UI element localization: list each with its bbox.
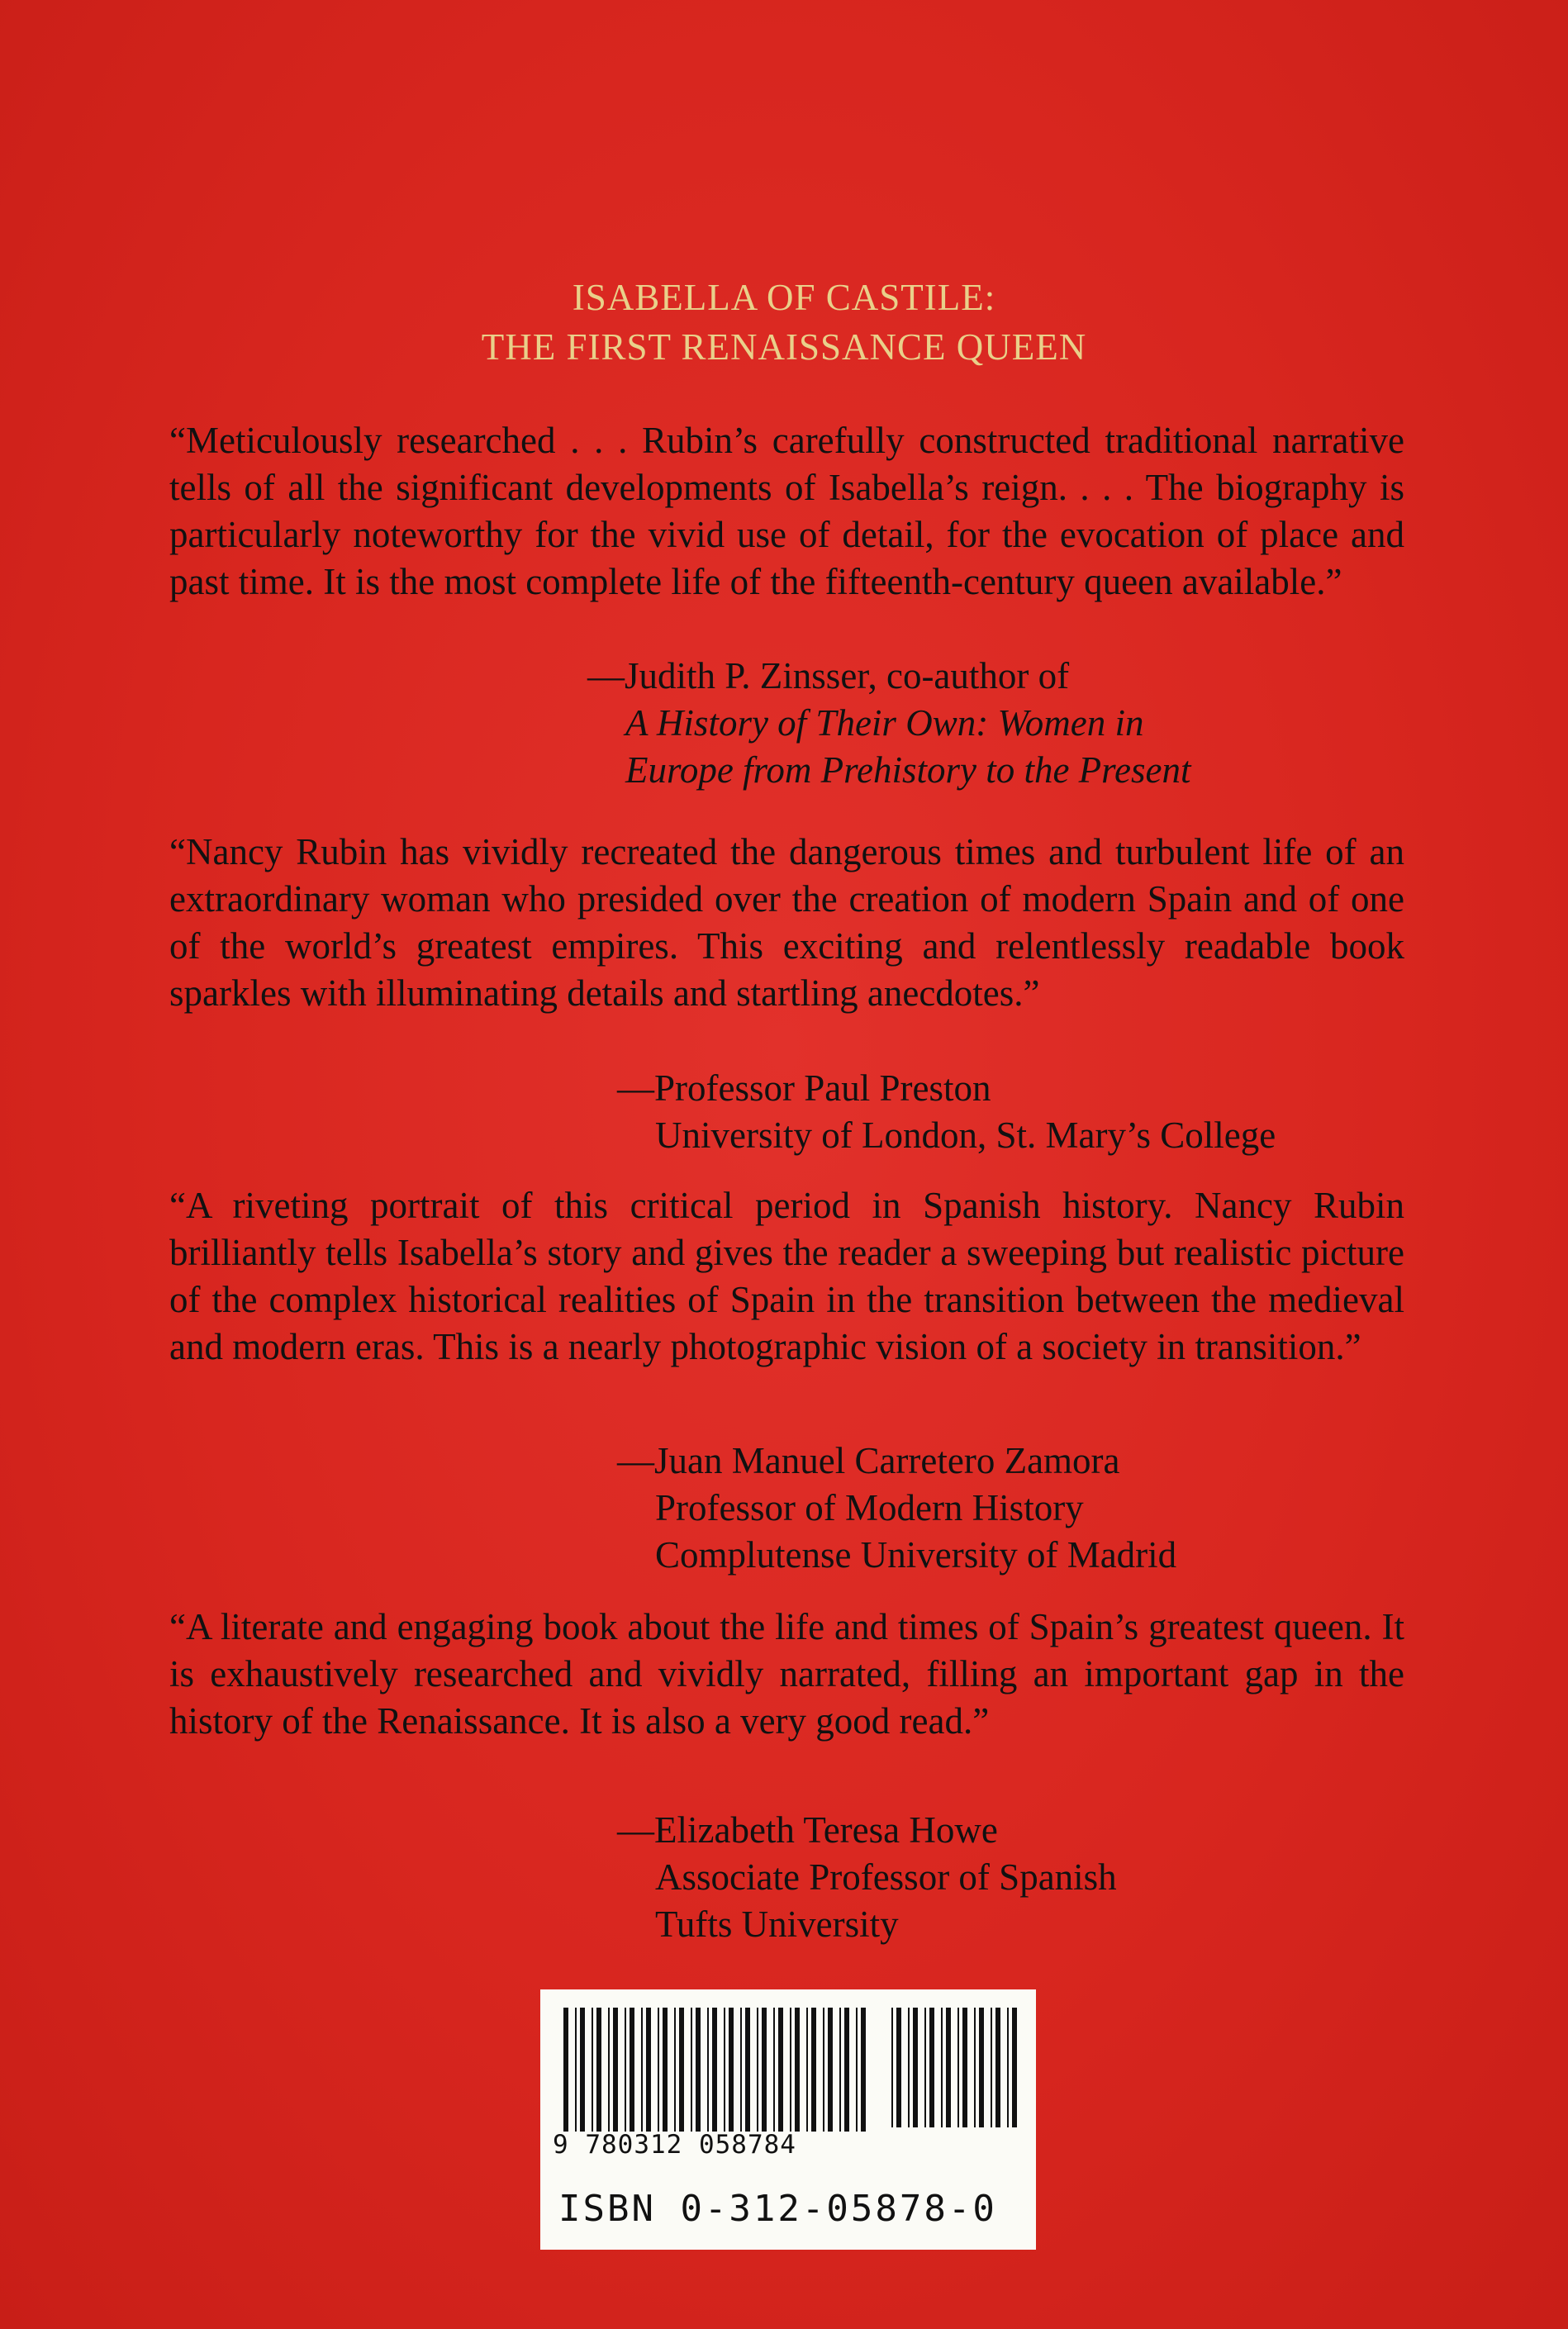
- quote-3-position: Professor of Modern History: [655, 1487, 1084, 1528]
- barcode-bar: [608, 2008, 610, 2132]
- title-line-1: ISABELLA OF CASTILE:: [572, 277, 996, 318]
- barcode-bar: [625, 2008, 626, 2132]
- barcode-bar: [563, 2008, 568, 2132]
- title-line-2: THE FIRST RENAISSANCE QUEEN: [481, 326, 1087, 368]
- quote-4-position: Associate Professor of Spanish: [655, 1856, 1117, 1898]
- barcode-bar: [762, 2008, 767, 2132]
- barcode-bar: [658, 2008, 659, 2132]
- barcode-bar: [946, 2008, 951, 2127]
- barcode-bar: [991, 2008, 992, 2127]
- barcode-bar: [691, 2008, 692, 2132]
- barcode-bar: [891, 2008, 893, 2127]
- quote-3-text: “A riveting portrait of this critical period in Spanish history. Nancy Rubin brilliantly tells Isabella’s story and gives the reader a sweeping but realistic picture of the complex historical realities of Spain in the transition between the medieval and modern eras. This is a nearly photographic vision of a society in transition.”: [169, 1185, 1404, 1367]
- barcode-bar: [596, 2008, 601, 2132]
- barcode-bar: [1007, 2008, 1009, 2127]
- quote-3-author: —Juan Manuel Carretero Zamora: [617, 1440, 1120, 1481]
- quote-2-affiliation: University of London, St. Mary’s College: [655, 1115, 1276, 1156]
- quote-4-author: —Elizabeth Teresa Howe: [617, 1809, 998, 1851]
- barcode-bar: [773, 2008, 775, 2132]
- barcode-bar: [630, 2008, 634, 2132]
- barcode-bar: [861, 2008, 866, 2132]
- barcode-bar: [806, 2008, 808, 2132]
- barcode-bar: [663, 2008, 668, 2132]
- barcode-label: [540, 1989, 1036, 2250]
- barcode-bar: [790, 2008, 791, 2132]
- barcode-bar: [896, 2008, 901, 2127]
- barcode-bar: [613, 2008, 618, 2132]
- barcode-bar: [795, 2008, 800, 2132]
- barcode-bar: [724, 2008, 725, 2132]
- barcode-bar: [844, 2008, 849, 2132]
- barcode-bar: [575, 2008, 577, 2132]
- barcode-bar: [674, 2008, 676, 2132]
- barcode-bar: [828, 2008, 833, 2132]
- barcode-bar: [995, 2008, 1000, 2127]
- quote-3-institution: Complutense University of Madrid: [655, 1534, 1177, 1576]
- quote-2-author: —Professor Paul Preston: [617, 1067, 991, 1109]
- barcode-bar: [979, 2008, 984, 2127]
- barcode-number: 9 780312 058784: [553, 2130, 796, 2160]
- quote-1-attribution: [587, 653, 1190, 794]
- book-title: [0, 273, 1568, 372]
- barcode-bar: [740, 2008, 742, 2132]
- barcode-bar: [580, 2008, 585, 2132]
- barcode-bar: [729, 2008, 734, 2132]
- barcode-bar: [1012, 2008, 1017, 2127]
- barcode-bar: [839, 2008, 841, 2132]
- barcode-bar: [811, 2008, 816, 2132]
- quote-1-book-line-1: A History of Their Own: Women in: [625, 702, 1144, 744]
- barcode-bar: [962, 2008, 967, 2127]
- barcode-bar: [745, 2008, 750, 2132]
- barcode-bar: [757, 2008, 758, 2132]
- quote-3-attribution: [617, 1438, 1176, 1579]
- barcode-bar: [823, 2008, 824, 2132]
- barcode-bar: [778, 2008, 783, 2132]
- barcode-bar: [924, 2008, 926, 2127]
- quote-1-book-line-2: Europe from Prehistory to the Present: [625, 749, 1191, 791]
- barcode-bar: [712, 2008, 717, 2132]
- barcode-bar: [707, 2008, 709, 2132]
- barcode-bar: [646, 2008, 651, 2132]
- barcode-bar: [957, 2008, 959, 2127]
- barcode-bar: [913, 2008, 918, 2127]
- quote-2-attribution: [617, 1065, 1276, 1159]
- quote-1-text: “Meticulously researched . . . Rubin’s carefully constructed traditional narrative tells of all the significant developments of Isabella’s reign. . . . The biography is particularly noteworthy for the vivid use of detail, for the evocation of place and past time. It is the most complete life of the fifteenth-century queen available.”: [169, 420, 1404, 602]
- quote-2-text: “Nancy Rubin has vividly recreated the dangerous times and turbulent life of an extraordinary woman who presided over the creation of modern Spain and of one of the world’s greatest empires. This exciting and relentlessly readable book sparkles with illuminating details and startling anecdotes.”: [169, 831, 1404, 1014]
- quote-1-author: —Judith P. Zinsser, co-author of: [587, 655, 1070, 696]
- barcode-bar: [696, 2008, 701, 2132]
- barcode-bar: [679, 2008, 684, 2132]
- barcode-bar: [941, 2008, 943, 2127]
- quote-4-institution: Tufts University: [655, 1904, 899, 1945]
- barcode-bar: [974, 2008, 976, 2127]
- isbn-text: ISBN 0-312-05878-0: [558, 2188, 997, 2230]
- quote-4-text: “A literate and engaging book about the life and times of Spain’s greatest queen. It is exhaustively researched and vividly narrated, filling an important gap in the history of the Renaissance. It is also a very good read.”: [169, 1606, 1404, 1742]
- barcode-bar: [592, 2008, 593, 2132]
- quote-4-attribution: [617, 1807, 1117, 1948]
- barcode-bar: [908, 2008, 910, 2127]
- barcode-bar: [929, 2008, 934, 2127]
- barcode-bar: [641, 2008, 643, 2132]
- barcode-bar: [856, 2008, 858, 2132]
